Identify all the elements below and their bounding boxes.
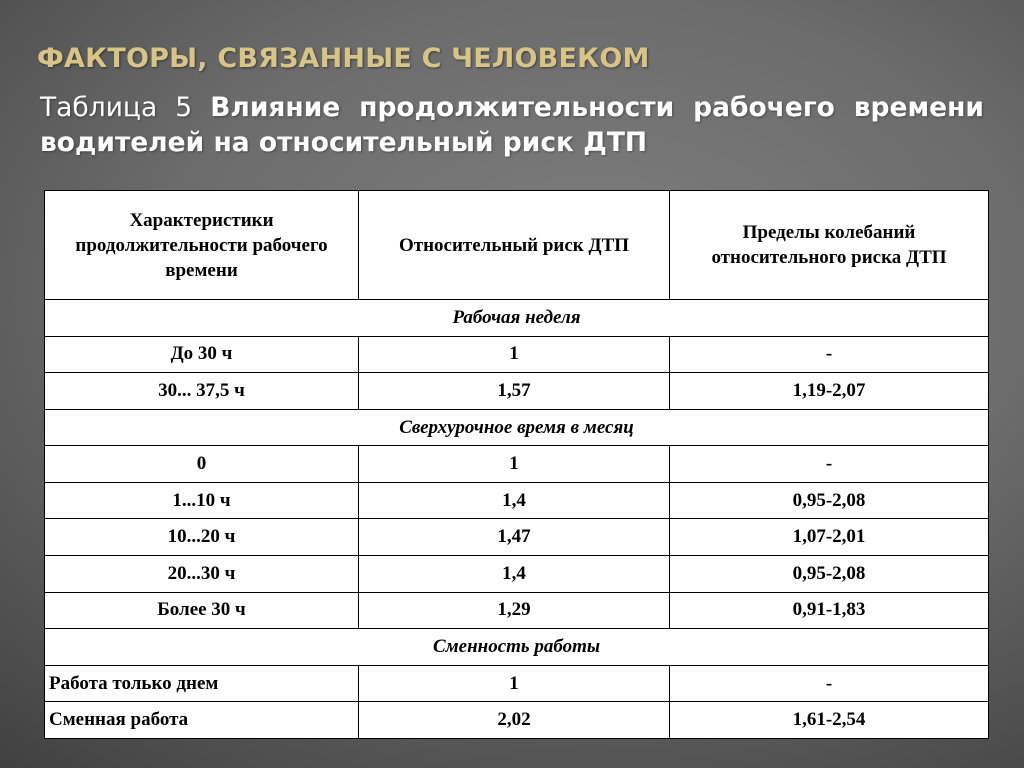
cell-relative-risk: 1 bbox=[359, 336, 670, 373]
cell-relative-risk: 1 bbox=[359, 446, 670, 483]
section-row bbox=[45, 409, 989, 446]
cell-risk-range: 0,95-2,08 bbox=[670, 482, 989, 519]
cell-risk-range: - bbox=[670, 446, 989, 483]
cell-characteristic: Более 30 ч bbox=[45, 592, 359, 629]
cell-relative-risk: 1,29 bbox=[359, 592, 670, 629]
header-relative-risk: Относительный риск ДТП bbox=[359, 191, 670, 300]
table-caption bbox=[40, 90, 984, 160]
cell-relative-risk: 1,4 bbox=[359, 482, 670, 519]
header-characteristics: Характеристики продолжительности рабочего времени bbox=[45, 191, 359, 300]
cell-relative-risk: 1,57 bbox=[359, 373, 670, 410]
section-row bbox=[45, 629, 989, 666]
cell-characteristic: 1...10 ч bbox=[45, 482, 359, 519]
table-row bbox=[45, 519, 989, 556]
cell-characteristic: 20...30 ч bbox=[45, 556, 359, 593]
cell-characteristic: Сменная работа bbox=[45, 702, 359, 739]
section-title: Сменность работы bbox=[45, 629, 989, 666]
cell-relative-risk: 1,4 bbox=[359, 556, 670, 593]
header-risk-range: Пределы колебаний относительного риска ДТП bbox=[670, 191, 989, 300]
cell-risk-range: 1,61-2,54 bbox=[670, 702, 989, 739]
cell-characteristic: 10...20 ч bbox=[45, 519, 359, 556]
table-row bbox=[45, 665, 989, 702]
section-title: Рабочая неделя bbox=[45, 300, 989, 337]
caption-prefix: Таблица 5 bbox=[40, 92, 193, 123]
cell-risk-range: 1,07-2,01 bbox=[670, 519, 989, 556]
cell-risk-range: - bbox=[670, 665, 989, 702]
cell-relative-risk: 2,02 bbox=[359, 702, 670, 739]
cell-characteristic: До 30 ч bbox=[45, 336, 359, 373]
cell-characteristic: 0 bbox=[45, 446, 359, 483]
cell-risk-range: 0,91-1,83 bbox=[670, 592, 989, 629]
cell-risk-range: 1,19-2,07 bbox=[670, 373, 989, 410]
cell-risk-range: 0,95-2,08 bbox=[670, 556, 989, 593]
section-title: Сверхурочное время в месяц bbox=[45, 409, 989, 446]
cell-characteristic: 30... 37,5 ч bbox=[45, 373, 359, 410]
table-row bbox=[45, 702, 989, 739]
caption-text: Влияние продолжительности рабочего времени водителей на относительный риск ДТП bbox=[40, 92, 984, 158]
data-table-container bbox=[44, 190, 988, 739]
table-row bbox=[45, 482, 989, 519]
data-table bbox=[44, 190, 989, 739]
table-row bbox=[45, 556, 989, 593]
table-header-row bbox=[45, 191, 989, 300]
table-row bbox=[45, 592, 989, 629]
cell-relative-risk: 1 bbox=[359, 665, 670, 702]
cell-characteristic: Работа только днем bbox=[45, 665, 359, 702]
cell-risk-range: - bbox=[670, 336, 989, 373]
table-row bbox=[45, 446, 989, 483]
slide-title: ФАКТОРЫ, СВЯЗАННЫЕ С ЧЕЛОВЕКОМ bbox=[37, 43, 650, 74]
table-body bbox=[45, 300, 989, 739]
table-row bbox=[45, 336, 989, 373]
cell-relative-risk: 1,47 bbox=[359, 519, 670, 556]
section-row bbox=[45, 300, 989, 337]
table-row bbox=[45, 373, 989, 410]
